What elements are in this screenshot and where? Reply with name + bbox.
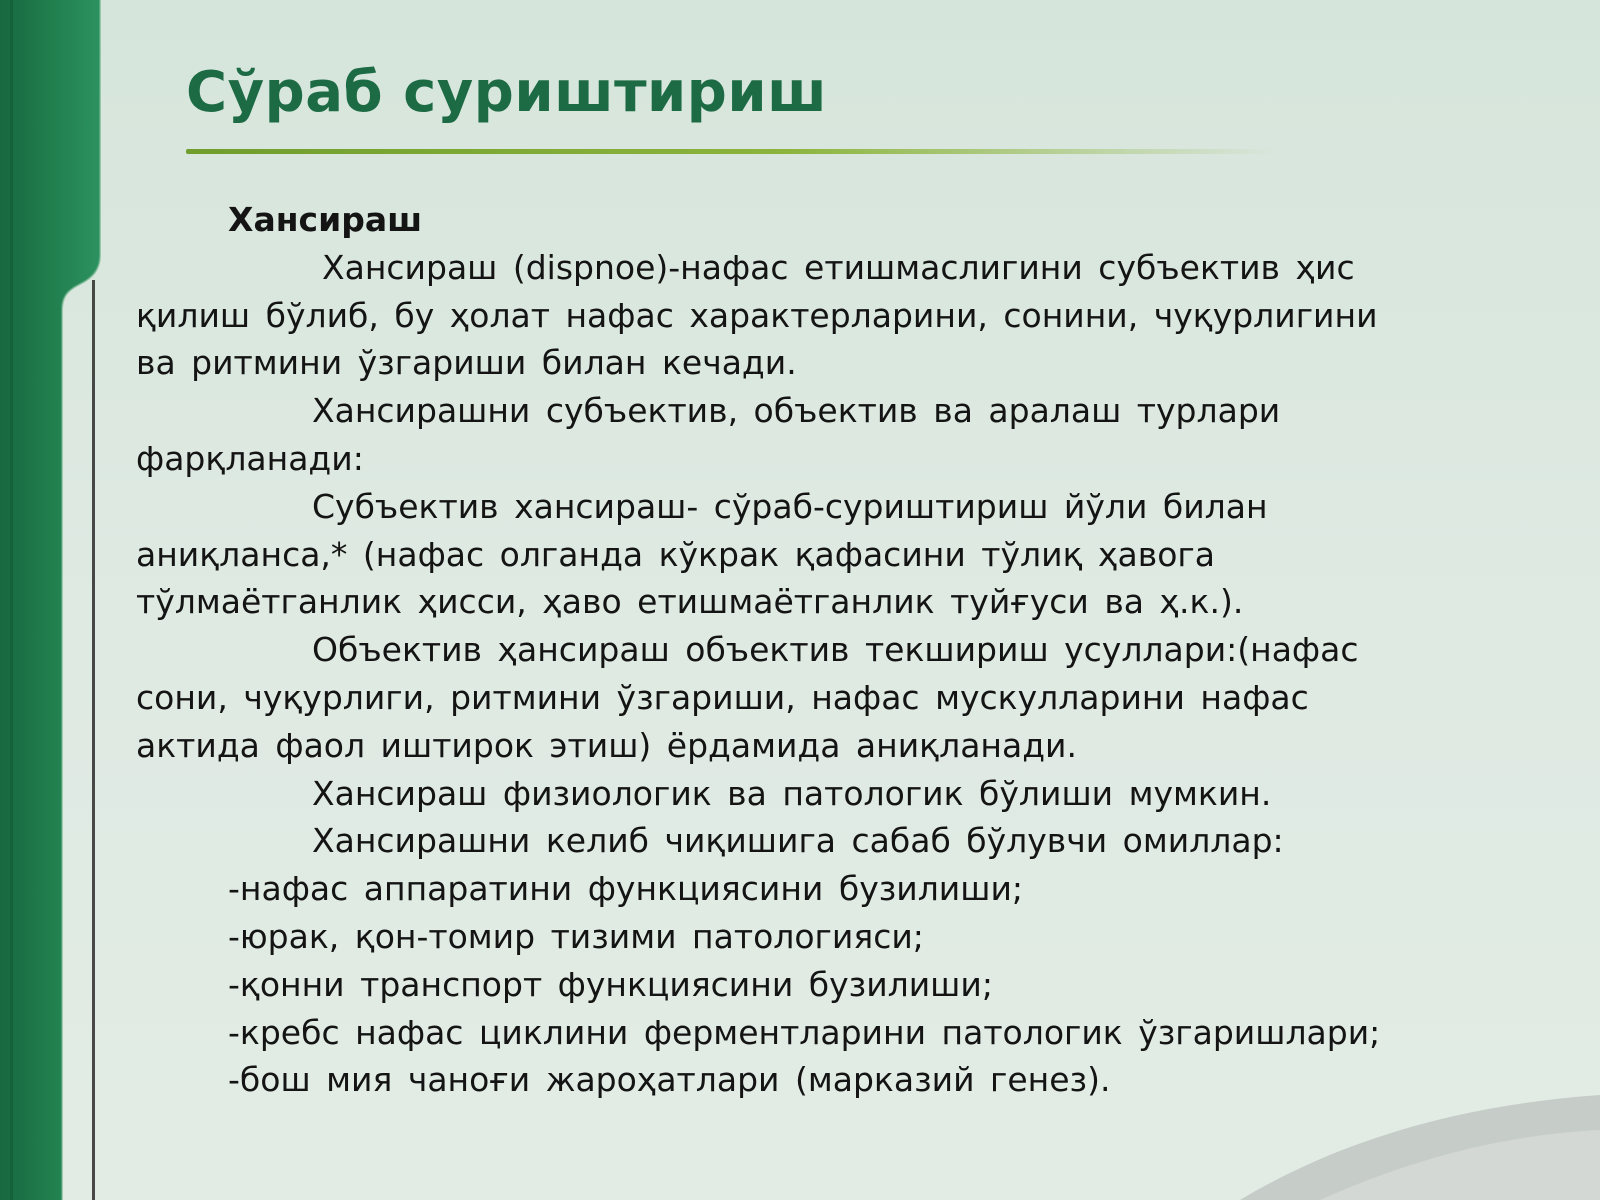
- title-underline: [186, 149, 1276, 154]
- paragraph-line: ва ритмини ўзгариши билан кечади.: [136, 343, 797, 383]
- paragraph-line: актида фаол иштирок этиш) ёрдамида аниқланади.: [136, 725, 1077, 765]
- paragraph-line: қилиш бўлиб, бу ҳолат нафас характерларини, сонини, чуқурлигини: [136, 295, 1378, 335]
- list-item: -юрак, қон-томир тизими патологияси;: [228, 916, 924, 956]
- slide-title: Сўраб суриштириш: [186, 60, 828, 125]
- paragraph-line: Хансираш физиологик ва патологик бўлиши мумкин.: [312, 773, 1272, 813]
- slide-body: [136, 196, 1536, 1104]
- paragraph-line: фарқланади:: [136, 438, 364, 478]
- list-item: -кребс нафас циклини ферментларини патологик ўзгаришлари;: [228, 1012, 1381, 1052]
- section-heading: Хансираш: [228, 200, 423, 239]
- paragraph-line: сони, чуқурлиги, ритмини ўзгариши, нафас мускулларини нафас: [136, 677, 1309, 717]
- vertical-green-bar: [0, 0, 110, 1200]
- paragraph-line: Хансираш (dispnoe)-нафас етишмаслигини субъектив ҳис: [322, 247, 1355, 287]
- paragraph-line: Объектив ҳансираш объектив текшириш усуллари:(нафас: [312, 630, 1359, 670]
- list-item: -қонни транспорт функциясини бузилиши;: [228, 964, 993, 1004]
- paragraph-line: Хансирашни келиб чиқишига сабаб бўлувчи омиллар:: [312, 821, 1284, 861]
- paragraph-line: Субъектив хансираш- сўраб-суриштириш йўли билан: [312, 486, 1268, 526]
- list-item: -бош мия чаноғи жароҳатлари (марказий генез).: [228, 1060, 1111, 1100]
- paragraph-line: Хансирашни субъектив, объектив ва аралаш турлари: [312, 391, 1281, 431]
- list-item: -нафас аппаратини функциясини бузилиши;: [228, 869, 1024, 909]
- paragraph-line: аниқланса,* (нафас олганда кўкрак қафасини тўлиқ ҳавога: [136, 534, 1215, 574]
- paragraph-line: тўлмаётганлик ҳисси, ҳаво етишмаётганлик туйғуси ва ҳ.к.).: [136, 582, 1244, 622]
